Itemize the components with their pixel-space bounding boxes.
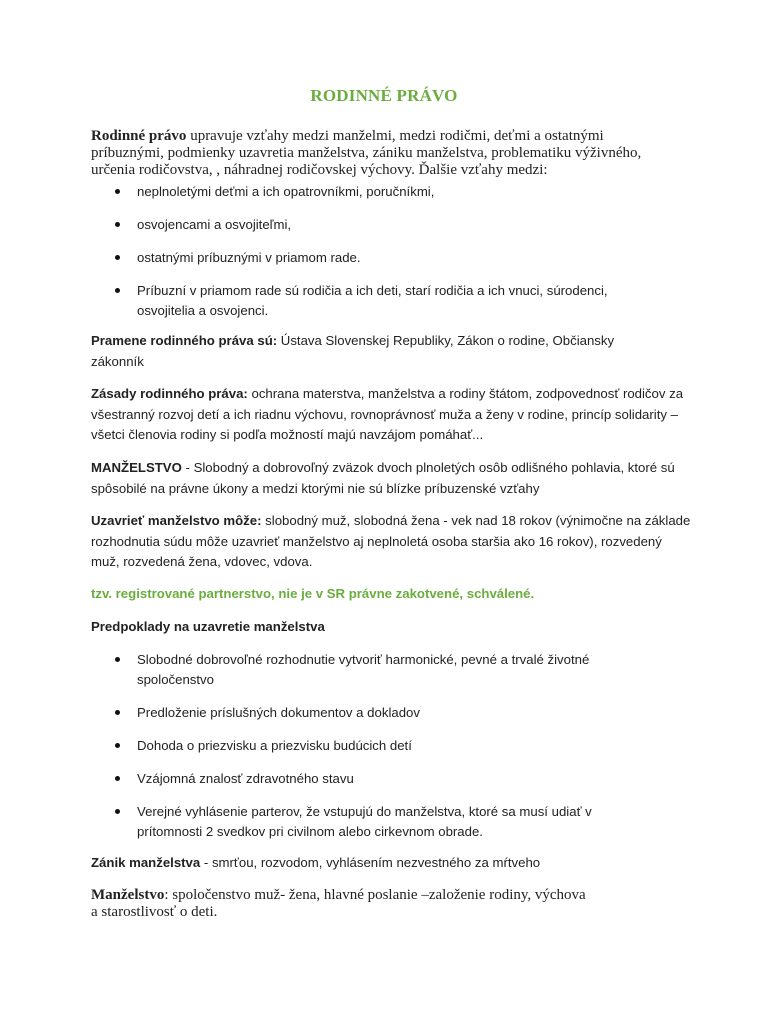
intro-line-1 <box>91 128 691 145</box>
bullet-icon <box>115 776 120 781</box>
closing-paragraph <box>91 887 691 921</box>
closing-term: Manželstvo <box>91 887 165 903</box>
termination-paragraph <box>91 853 691 874</box>
bullet-icon <box>115 743 120 748</box>
marriage-term: MANŽELSTVO <box>91 460 182 475</box>
bullet-icon <box>115 657 120 662</box>
list-item: Dohoda o priezvisku a priezvisku budúcich detí <box>91 736 651 756</box>
principles-paragraph <box>91 384 691 446</box>
document-title: RODINNÉ PRÁVO <box>310 86 458 105</box>
who-can-marry-term: Uzavrieť manželstvo môže: <box>91 513 262 528</box>
prerequisites-list <box>91 650 651 842</box>
bullet-icon <box>115 189 120 194</box>
sources-term: Pramene rodinného práva sú: <box>91 333 278 348</box>
who-can-marry-text: slobodný muž, slobodná žena - vek nad 18 rokov (výnimočne na základe rozhodnutia súdu môže uzavrieť manželstvo aj neplnoletá osoba staršia ako 16 rokov), rozvedený muž, rozvedená žena, vdovec, vdova. <box>91 513 691 569</box>
sources-paragraph <box>91 331 651 372</box>
sources-text: Ústava Slovenskej Republiky, Zákon o rodine, Občiansky zákonník <box>91 333 615 369</box>
list-item: osvojencami a osvojiteľmi, <box>91 215 651 235</box>
intro-term: Rodinné právo <box>91 128 187 144</box>
partnership-note: tzv. registrované partnerstvo, nie je v SR právne zakotvené, schválené. <box>91 586 535 601</box>
prerequisites-heading: Predpoklady na uzavretie manželstva <box>91 619 325 634</box>
closing-line-2: a starostlivosť o deti. <box>91 904 218 920</box>
list-item: neplnoletými deťmi a ich opatrovníkmi, poručníkmi, <box>91 182 651 202</box>
intro-paragraph <box>91 128 691 179</box>
list-item: Slobodné dobrovoľné rozhodnutie vytvoriť harmonické, pevné a trvalé životné spoločenstvo <box>91 650 651 690</box>
bullet-icon <box>115 710 120 715</box>
bullet-icon <box>115 255 120 260</box>
intro-line-3: určenia rodičovstva, , náhradnej rodičovskej výchovy. Ďalšie vzťahy medzi: <box>91 162 548 178</box>
list-item: ostatnými príbuznými v priamom rade. <box>91 248 651 268</box>
list-item: Predloženie príslušných dokumentov a dokladov <box>91 703 651 723</box>
bullet-icon <box>115 222 120 227</box>
marriage-definition <box>91 458 691 499</box>
principles-text: ochrana materstva, manželstva a rodiny štátom, zodpovednosť rodičov za všestranný rozvoj detí a ich riadnu výchovu, rovnoprávnosť muža a ženy v rodine, princíp solidarity – všetci členovia rodiny si podľa možností majú navzájom pomáhať... <box>91 386 684 442</box>
relations-list <box>91 182 651 321</box>
intro-line-2: príbuznými, podmienky uzavretia manželstva, zániku manželstva, problematiku výživného, <box>91 145 642 161</box>
principles-term: Zásady rodinného práva: <box>91 386 248 401</box>
list-item: Vzájomná znalosť zdravotného stavu <box>91 769 651 789</box>
bullet-icon <box>115 809 120 814</box>
bullet-icon <box>115 288 120 293</box>
list-item: Príbuzní v priamom rade sú rodičia a ich deti, starí rodičia a ich vnuci, súrodenci, osvojitelia a osvojenci. <box>91 281 651 321</box>
marriage-text: - Slobodný a dobrovoľný zväzok dvoch plnoletých osôb odlišného pohlavia, ktoré sú spôsobilé na právne úkony a medzi ktorými nie sú blízke príbuzenské vzťahy <box>91 460 675 496</box>
closing-text-1: : spoločenstvo muž- žena, hlavné poslanie –založenie rodiny, výchova <box>164 887 586 903</box>
termination-text: - smrťou, rozvodom, vyhlásením nezvestného za mŕtveho <box>200 855 541 870</box>
closing-line-1 <box>91 887 691 904</box>
intro-text-1: upravuje vzťahy medzi manželmi, medzi rodičmi, deťmi a ostatnými <box>186 128 604 144</box>
who-can-marry-paragraph <box>91 511 691 573</box>
termination-term: Zánik manželstva <box>91 855 201 870</box>
list-item: Verejné vyhlásenie parterov, že vstupujú do manželstva, ktoré sa musí udiať v prítomnosti 2 svedkov pri civilnom alebo cirkevnom obrade. <box>91 802 651 842</box>
